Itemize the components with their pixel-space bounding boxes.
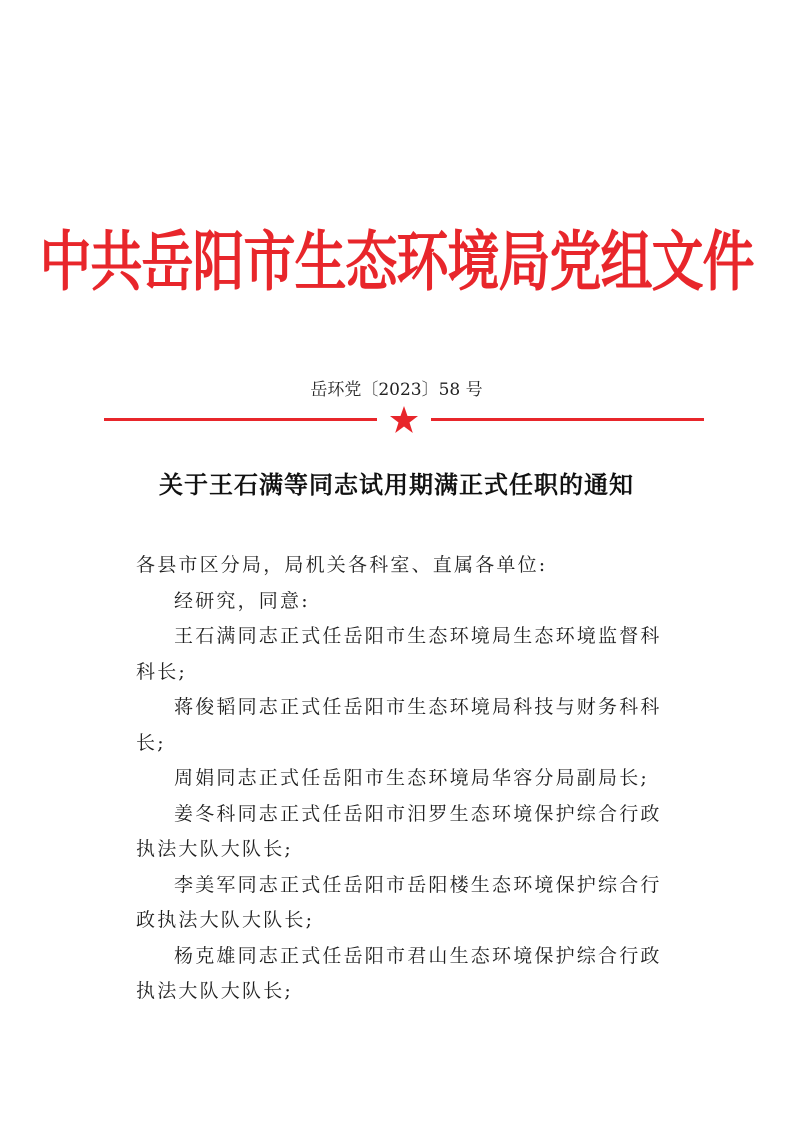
document-masthead: 中共岳阳市生态环境局党组文件 — [39, 225, 754, 300]
red-divider — [104, 405, 704, 435]
divider-line-right — [431, 418, 704, 421]
appointment-paragraph: 王石满同志正式任岳阳市生态环境局生态环境监督科科长; — [136, 625, 662, 683]
appointment-paragraph: 姜冬科同志正式任岳阳市汨罗生态环境保护综合行政执法大队大队长; — [136, 802, 662, 860]
appointment-paragraph: 周娟同志正式任岳阳市生态环境局华容分局副局长; — [174, 767, 650, 789]
notice-title: 关于王石满等同志试用期满正式任职的通知 — [159, 471, 634, 499]
appointment-paragraph: 李美军同志正式任岳阳市岳阳楼生态环境保护综合行政执法大队大队长; — [136, 873, 662, 931]
salutation: 各县市区分局，局机关各科室、直属各单位: — [136, 554, 548, 576]
notice-body — [136, 548, 666, 1010]
divider-line-left — [104, 418, 377, 421]
appointment-paragraph: 杨克雄同志正式任岳阳市君山生态环境保护综合行政执法大队大队长; — [136, 944, 662, 1002]
five-pointed-star-icon — [389, 405, 419, 435]
document-number: 岳环党〔2023〕58 号 — [310, 380, 483, 400]
intro-paragraph: 经研究，同意: — [174, 589, 310, 612]
appointment-paragraph: 蒋俊韬同志正式任岳阳市生态环境局科技与财务科科长; — [136, 696, 662, 754]
